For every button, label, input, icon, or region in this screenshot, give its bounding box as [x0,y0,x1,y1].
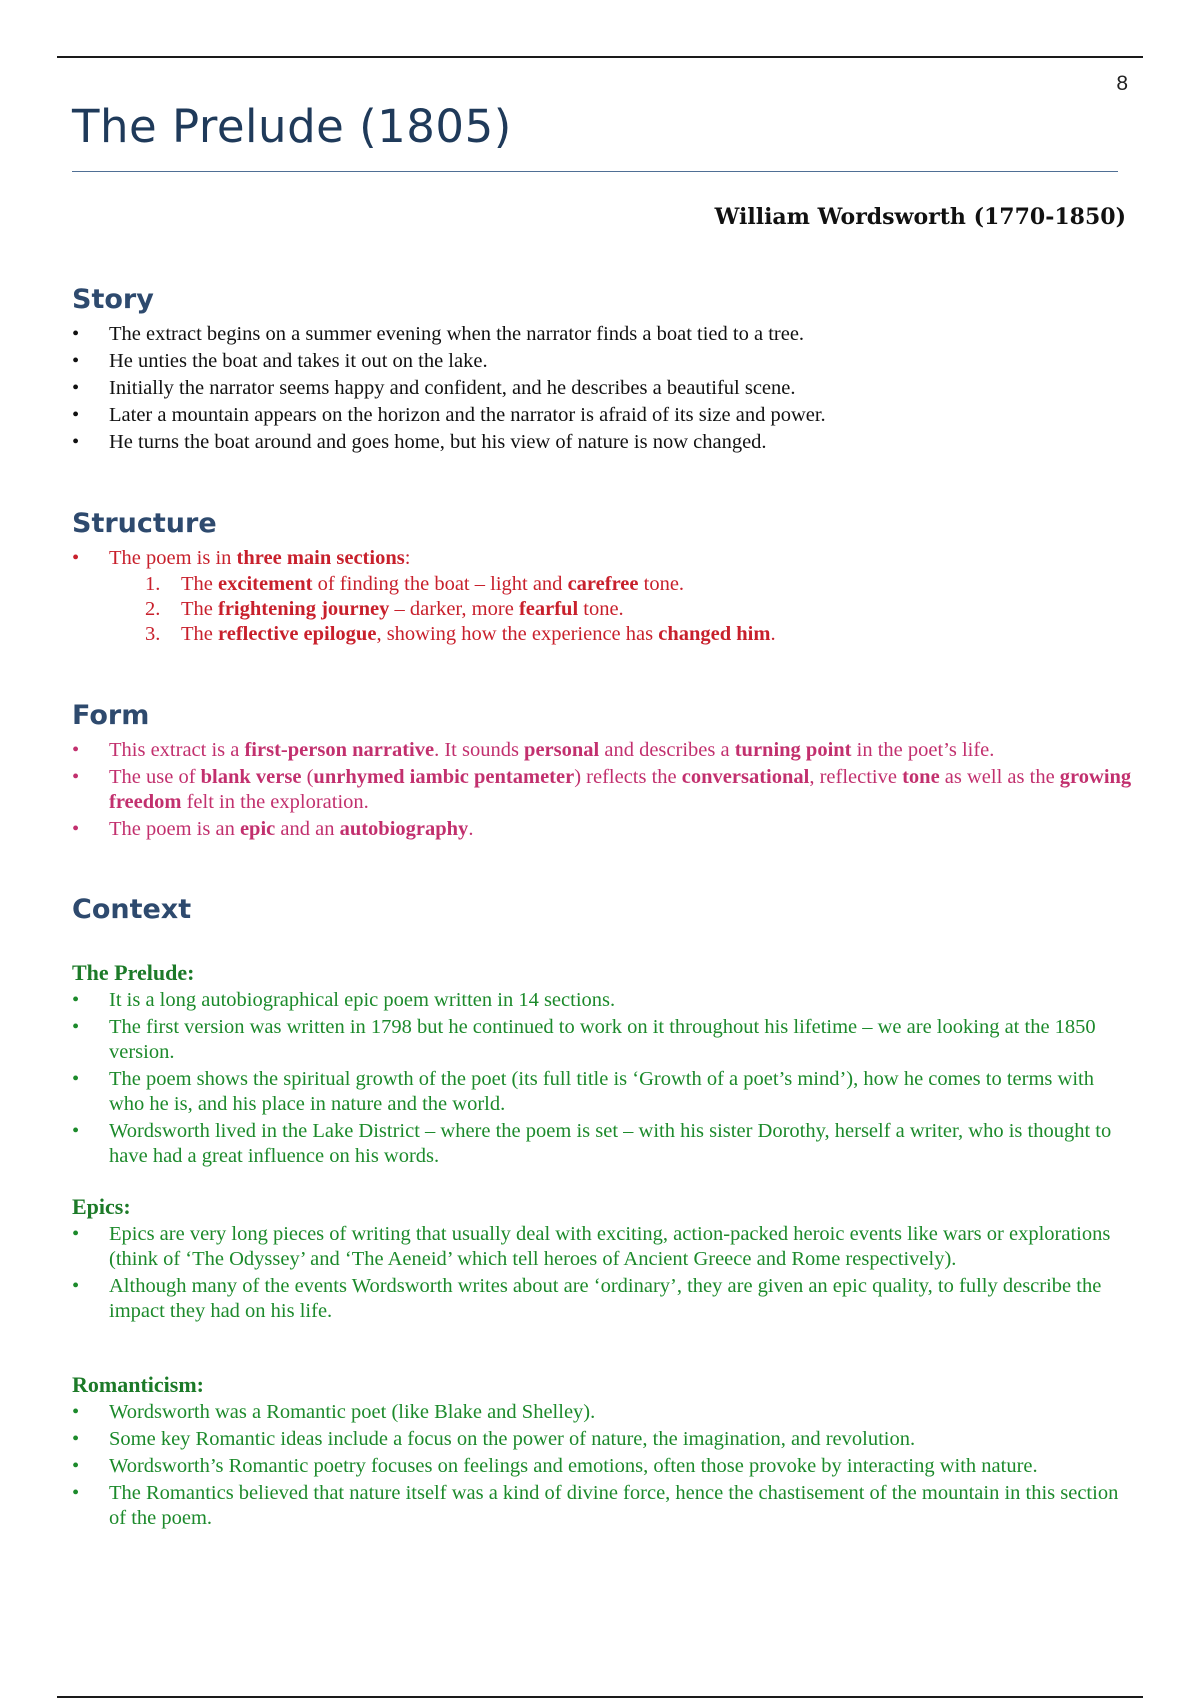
form-text: . It sounds [434,739,525,761]
list-item: • He turns the boat around and goes home, but his view of nature is now changed. [72,430,1132,455]
prelude-subheading: The Prelude: [72,960,195,985]
section-text: The [181,598,218,620]
form-bold: blank verse [200,766,302,788]
section-number: 2. [145,598,161,620]
form-bold: personal [524,739,600,761]
section-item [72,597,1132,622]
epics-list [72,1222,1132,1326]
page-number: 8 [1116,72,1128,95]
list-item: • It is a long autobiographical epic poem written in 14 sections. [72,988,1132,1013]
form-text: and describes a [599,739,735,761]
form-bold: unrhymed iambic pentameter [313,766,575,788]
structure-intro-bold: three main sections [236,547,405,569]
form-bold: autobiography [339,818,469,840]
section-bold: fearful [518,598,579,620]
story-list [72,322,1132,457]
section-bold: frightening journey [218,598,390,620]
list-item: • Epics are very long pieces of writing that usually deal with exciting, action-packed heroic events like wars or explorations (think of ‘The Odyssey’ and ‘The Aeneid’ which tell heroes of Ancient Greece and Rome respectively). [72,1222,1132,1272]
form-bold: conversational [681,766,810,788]
section-number: 1. [145,573,161,595]
list-item: • The extract begins on a summer evening when the narrator finds a boat tied to a tree. [72,322,1132,347]
list-item: • Later a mountain appears on the horizon and the narrator is afraid of its size and power. [72,403,1132,428]
form-bold: growing freedom [109,766,1132,813]
context-heading: Context [72,894,192,925]
list-item: • Some key Romantic ideas include a focus on the power of nature, the imagination, and revolution. [72,1427,1132,1452]
section-text: . [770,623,776,645]
structure-sections [72,572,1132,647]
list-item: • Wordsworth was a Romantic poet (like Blake and Shelley). [72,1400,1132,1425]
section-number: 3. [145,623,161,645]
form-text: and an [275,818,340,840]
list-item: • Initially the narrator seems happy and confident, and he describes a beautiful scene. [72,376,1132,401]
list-item: • The first version was written in 1798 but he continued to work on it throughout his lifetime – we are looking at the 1850 version. [72,1015,1132,1065]
form-text: The poem is an [109,818,240,840]
structure-list [72,546,1132,573]
form-text: . [468,818,474,840]
top-rule [57,56,1143,58]
section-bold: carefree [567,573,639,595]
section-text: – darker, more [389,598,519,620]
section-text: tone. [578,598,624,620]
form-bold: epic [239,818,276,840]
list-item [72,817,1132,842]
form-text: in the poet’s life. [851,739,995,761]
list-item: • Wordsworth lived in the Lake District – where the poem is set – with his sister Dorothy, herself a writer, who is thought to have had a great influence on his words. [72,1119,1132,1169]
structure-intro-end: : [404,547,411,569]
section-bold: excitement [218,573,313,595]
list-item: • Although many of the events Wordsworth writes about are ‘ordinary’, they are given an epic quality, to fully describe the impact they had on his life. [72,1274,1132,1324]
list-item [72,738,1132,763]
form-bold: turning point [734,739,852,761]
form-bold: tone [902,766,940,788]
story-heading: Story [72,284,154,315]
list-item: • He unties the boat and takes it out on the lake. [72,349,1132,374]
prelude-list [72,988,1132,1171]
form-text: ( [301,766,314,788]
section-bold: changed him [658,623,771,645]
form-text: The use of [109,766,201,788]
form-text: as well as the [939,766,1060,788]
form-text: This extract is a [109,739,245,761]
list-item [72,546,1132,571]
list-item: • The poem shows the spiritual growth of the poet (its full title is ‘Growth of a poet’s mind’), how he comes to terms with who he is, and his place in nature and the world. [72,1067,1132,1117]
form-bold: first-person narrative [244,739,435,761]
romanticism-list [72,1400,1132,1533]
list-item: • The Romantics believed that nature itself was a kind of divine force, hence the chastisement of the mountain in this section of the poem. [72,1481,1132,1531]
form-list [72,738,1132,844]
form-heading: Form [72,700,150,731]
list-item: • Wordsworth’s Romantic poetry focuses on feelings and emotions, often those provoke by interacting with nature. [72,1454,1132,1479]
structure-heading: Structure [72,508,217,539]
author-line: William Wordsworth (1770-1850) [714,204,1126,230]
list-item [72,765,1132,815]
structure-intro-text: The poem is in [109,547,237,569]
section-bold: reflective epilogue [218,623,377,645]
form-text: ) reflects the [574,766,682,788]
section-text: of finding the boat – light and [312,573,568,595]
section-text: The [181,573,218,595]
form-text: , reflective [809,766,903,788]
section-item [72,622,1132,647]
page-title: The Prelude (1805) [72,100,512,153]
section-text: The [181,623,218,645]
romanticism-subheading: Romanticism: [72,1372,204,1397]
epics-subheading: Epics: [72,1194,131,1219]
section-text: , showing how the experience has [376,623,659,645]
section-item [72,572,1132,597]
bottom-rule [57,1696,1143,1698]
title-underline [72,171,1118,172]
section-text: tone. [638,573,685,595]
form-text: felt in the exploration. [181,791,369,813]
